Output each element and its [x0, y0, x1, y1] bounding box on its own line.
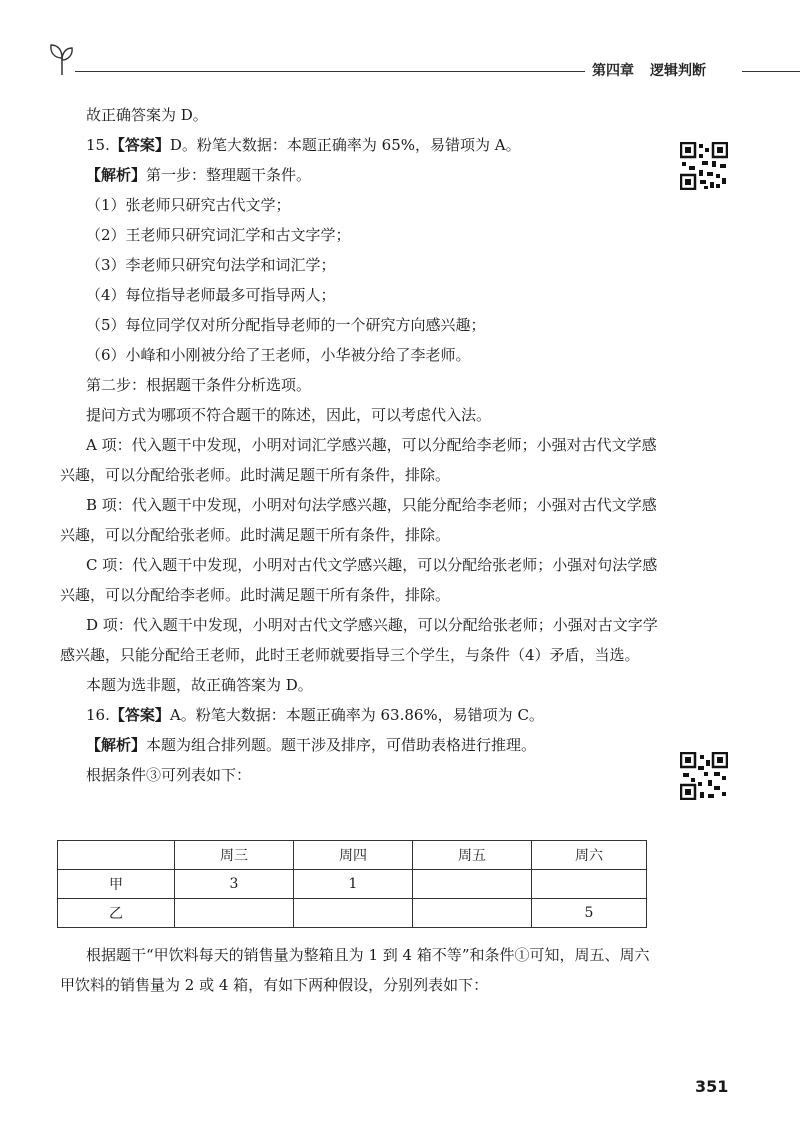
table-cell	[294, 899, 413, 928]
condition-5: （5）每位同学仅对所分配指导老师的一个研究方向感兴趣；	[86, 316, 486, 334]
condition-2: （2）王老师只研究词汇学和古文字学；	[86, 226, 351, 244]
table-intro: 根据条件③可列表如下：	[86, 766, 252, 784]
answer-text: A。粉笔大数据：本题正确率为 63.86%，易错项为 C。	[169, 706, 544, 724]
question-number: 16.	[86, 706, 110, 724]
answer-tag: 【答案】	[109, 136, 170, 154]
step-two: 第二步：根据题干条件分析选项。	[86, 376, 312, 394]
sprout-icon	[48, 42, 76, 76]
table-cell: 3	[175, 870, 294, 899]
condition-4: （4）每位指导老师最多可指导两人；	[86, 286, 336, 304]
table-cell	[413, 899, 532, 928]
table-cell: 甲	[58, 870, 175, 899]
table-header-cell: 周五	[413, 841, 532, 870]
table-row	[58, 870, 647, 899]
q15-analysis-line	[60, 160, 660, 190]
answer-tag: 【答案】	[109, 706, 170, 724]
section-name: 逻辑判断	[650, 63, 706, 79]
option-c-analysis: C 项：代入题干中发现，小明对古代文学感兴趣，可以分配给张老师；小强对句法学感兴趣，可以分配给李老师。此时满足题干所有条件，排除。	[60, 556, 658, 604]
option-d-analysis: D 项：代入题干中发现，小明对古代文学感兴趣，可以分配给张老师；小强对古文字学感兴趣，只能分配给王老师，此时王老师就要指导三个学生，与条件（4）矛盾，当选。	[60, 616, 658, 664]
method-line: 提问方式为哪项不符合题干的陈述，因此，可以考虑代入法。	[86, 406, 492, 424]
analysis-text: 第一步：整理题干条件。	[146, 166, 312, 184]
condition-3: （3）李老师只研究句法学和词汇学；	[86, 256, 336, 274]
table-cell	[175, 899, 294, 928]
table-cell: 5	[532, 899, 647, 928]
body-line: 故正确答案为 D。	[86, 106, 208, 124]
post-table-text	[60, 940, 660, 1000]
assumption-paragraph: 根据题干“甲饮料每天的销售量为整箱且为 1 到 4 箱不等”和条件①可知，周五、周六甲饮料的销售量为 2 或 4 箱，有如下两种假设，分别列表如下：	[60, 946, 650, 994]
table-cell: 乙	[58, 899, 175, 928]
table-header-cell: 周三	[175, 841, 294, 870]
table-cell	[413, 870, 532, 899]
analysis-text: 本题为组合排列题。题干涉及排序，可借助表格进行推理。	[146, 736, 537, 754]
header-rule-right	[742, 71, 800, 72]
table-cell: 1	[294, 870, 413, 899]
analysis-tag: 【解析】	[86, 166, 147, 184]
page-body	[60, 100, 660, 790]
table-header-row	[58, 841, 647, 870]
option-a-analysis: A 项：代入题干中发现，小明对词汇学感兴趣，可以分配给李老师；小强对古代文学感兴趣，可以分配给张老师。此时满足题干所有条件，排除。	[60, 436, 657, 484]
question-number: 15.	[86, 136, 110, 154]
chapter-title	[592, 60, 722, 80]
page-number: 351	[695, 1077, 729, 1096]
q15-answer-line	[60, 130, 660, 160]
sales-table	[57, 840, 647, 928]
qr-code-icon[interactable]	[680, 142, 728, 190]
table-header-cell	[58, 841, 175, 870]
condition-1: （1）张老师只研究古代文学；	[86, 196, 291, 214]
chapter-number: 第四章	[592, 63, 634, 79]
qr-code-icon[interactable]	[680, 752, 728, 800]
q16-answer-line	[60, 700, 660, 730]
header-rule-left	[75, 71, 585, 72]
table-header-cell: 周六	[532, 841, 647, 870]
q16-analysis-line	[60, 730, 660, 760]
option-b-analysis: B 项：代入题干中发现，小明对句法学感兴趣，只能分配给李老师；小强对古代文学感兴趣，可以分配给张老师。此时满足题干所有条件，排除。	[60, 496, 657, 544]
condition-6: （6）小峰和小刚被分给了王老师，小华被分给了李老师。	[86, 346, 471, 364]
table-cell	[532, 870, 647, 899]
table-header-cell: 周四	[294, 841, 413, 870]
answer-text: D。粉笔大数据：本题正确率为 65%，易错项为 A。	[169, 136, 521, 154]
table-row	[58, 899, 647, 928]
analysis-tag: 【解析】	[86, 736, 147, 754]
q15-conclusion: 本题为选非题，故正确答案为 D。	[86, 676, 313, 694]
page-header	[0, 0, 800, 90]
